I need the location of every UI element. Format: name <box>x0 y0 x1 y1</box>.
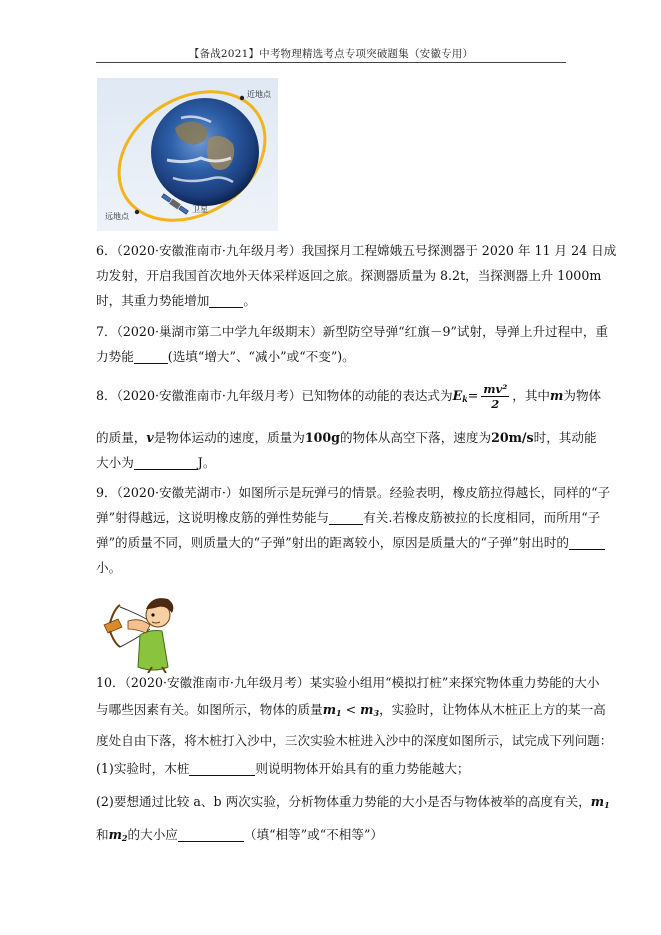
answer-blank[interactable] <box>209 293 243 308</box>
question-8 <box>96 378 602 475</box>
q8-line-3: 大小为 J。 <box>96 455 216 470</box>
perigee-label: 近地点 <box>247 90 271 99</box>
question-6 <box>96 238 617 313</box>
q10-sub-2: (2)要想通过比较 a、b 两次实验，分析物体重力势能的大小是否与物体被举的高度有关，$m_1$ <box>96 794 610 810</box>
q8-line-1: 8．（2020·安徽淮南市·九年级月考）已知物体的动能的表达式为$E_k=$ $\frac{\text{mv²}}{2}$ ，其中m为物体 <box>96 382 602 411</box>
q9-line-3: 弹”的质量不同，则质量大的“子弹”射出的距离较小，原因是质量大的“子弹”射出时的 <box>96 530 568 555</box>
q8-line-2: 的质量，v是物体运动的速度，质量为100g的物体从高空下落，速度为20m/s时，其动能 <box>96 430 597 445</box>
answer-blank[interactable] <box>134 349 168 364</box>
q6-line-3: 时，其重力势能增加 。 <box>96 293 256 308</box>
header-rule <box>96 62 566 63</box>
q9-line-4: 小。 <box>96 560 122 575</box>
earth-orbit-figure <box>97 78 278 231</box>
q7-line-1: 7．（2020·巢湖市第二中学九年级期末）新型防空导弹“红旗－9”试射，导弹上升过程中，重 <box>96 324 609 339</box>
answer-blank[interactable] <box>178 827 244 842</box>
q9-line-2: 弹”射得越远，这说明橡皮筋的弹性势能与 有关.若橡皮筋被拉的长度相同，而所用“子 <box>96 510 601 525</box>
page-header: 【备战2021】中考物理精选考点专项突破题集（安徽专用） <box>188 48 474 60</box>
question-10 <box>96 670 613 853</box>
q10-line-3: 度处自由下落，将木桩打入沙中，三次实验木桩进入沙中的深度如图所示，试完成下列问题： <box>96 733 613 748</box>
slingshot-figure <box>100 595 192 673</box>
q10-line-1: 10．（2020·安徽淮南市·九年级月考）某实验小组用“模拟打桩”来探究物体重力势能的大小 <box>96 675 600 690</box>
q10-sub-3: 和$m_2$的大小应 （填“相等”或“不相等”） <box>96 827 383 843</box>
answer-blank[interactable] <box>569 535 605 550</box>
q6-line-1: 6．（2020·安徽淮南市·九年级月考）我国探月工程嫦娥五号探测器于 2020 年 11 月 24 日成 <box>96 243 617 258</box>
q9-line-1: 9．（2020·安徽芜湖市·）如图所示是玩弹弓的情景。经验表明，橡皮筋拉得越长，同样的“子 <box>96 485 611 500</box>
q7-line-2: 力势能 (选填“增大”、“减小”或“不变”)。 <box>96 349 355 364</box>
q6-line-2: 功发射，开启我国首次地外天体采样返回之旅。探测器质量为 8.2t，当探测器上升 1000m <box>96 268 602 283</box>
satellite-label: 卫星 <box>192 205 208 214</box>
question-7 <box>96 319 609 369</box>
answer-blank[interactable] <box>329 510 363 525</box>
apogee-label: 远地点 <box>105 212 129 221</box>
answer-blank[interactable] <box>189 761 255 776</box>
earth <box>151 98 259 206</box>
kinetic-energy-fraction: $\frac{\text{mv²}}{2}$ <box>483 382 508 411</box>
q10-line-2: 与哪些因素有关。如图所示，物体的质量$m_1 < m_3$，实验时，让物体从木桩正上方的某一高 <box>96 702 606 718</box>
question-9 <box>96 480 611 580</box>
q10-sub-1: (1)实验时，木桩 则说明物体开始具有的重力势能越大； <box>96 761 470 776</box>
answer-blank[interactable] <box>134 455 198 470</box>
